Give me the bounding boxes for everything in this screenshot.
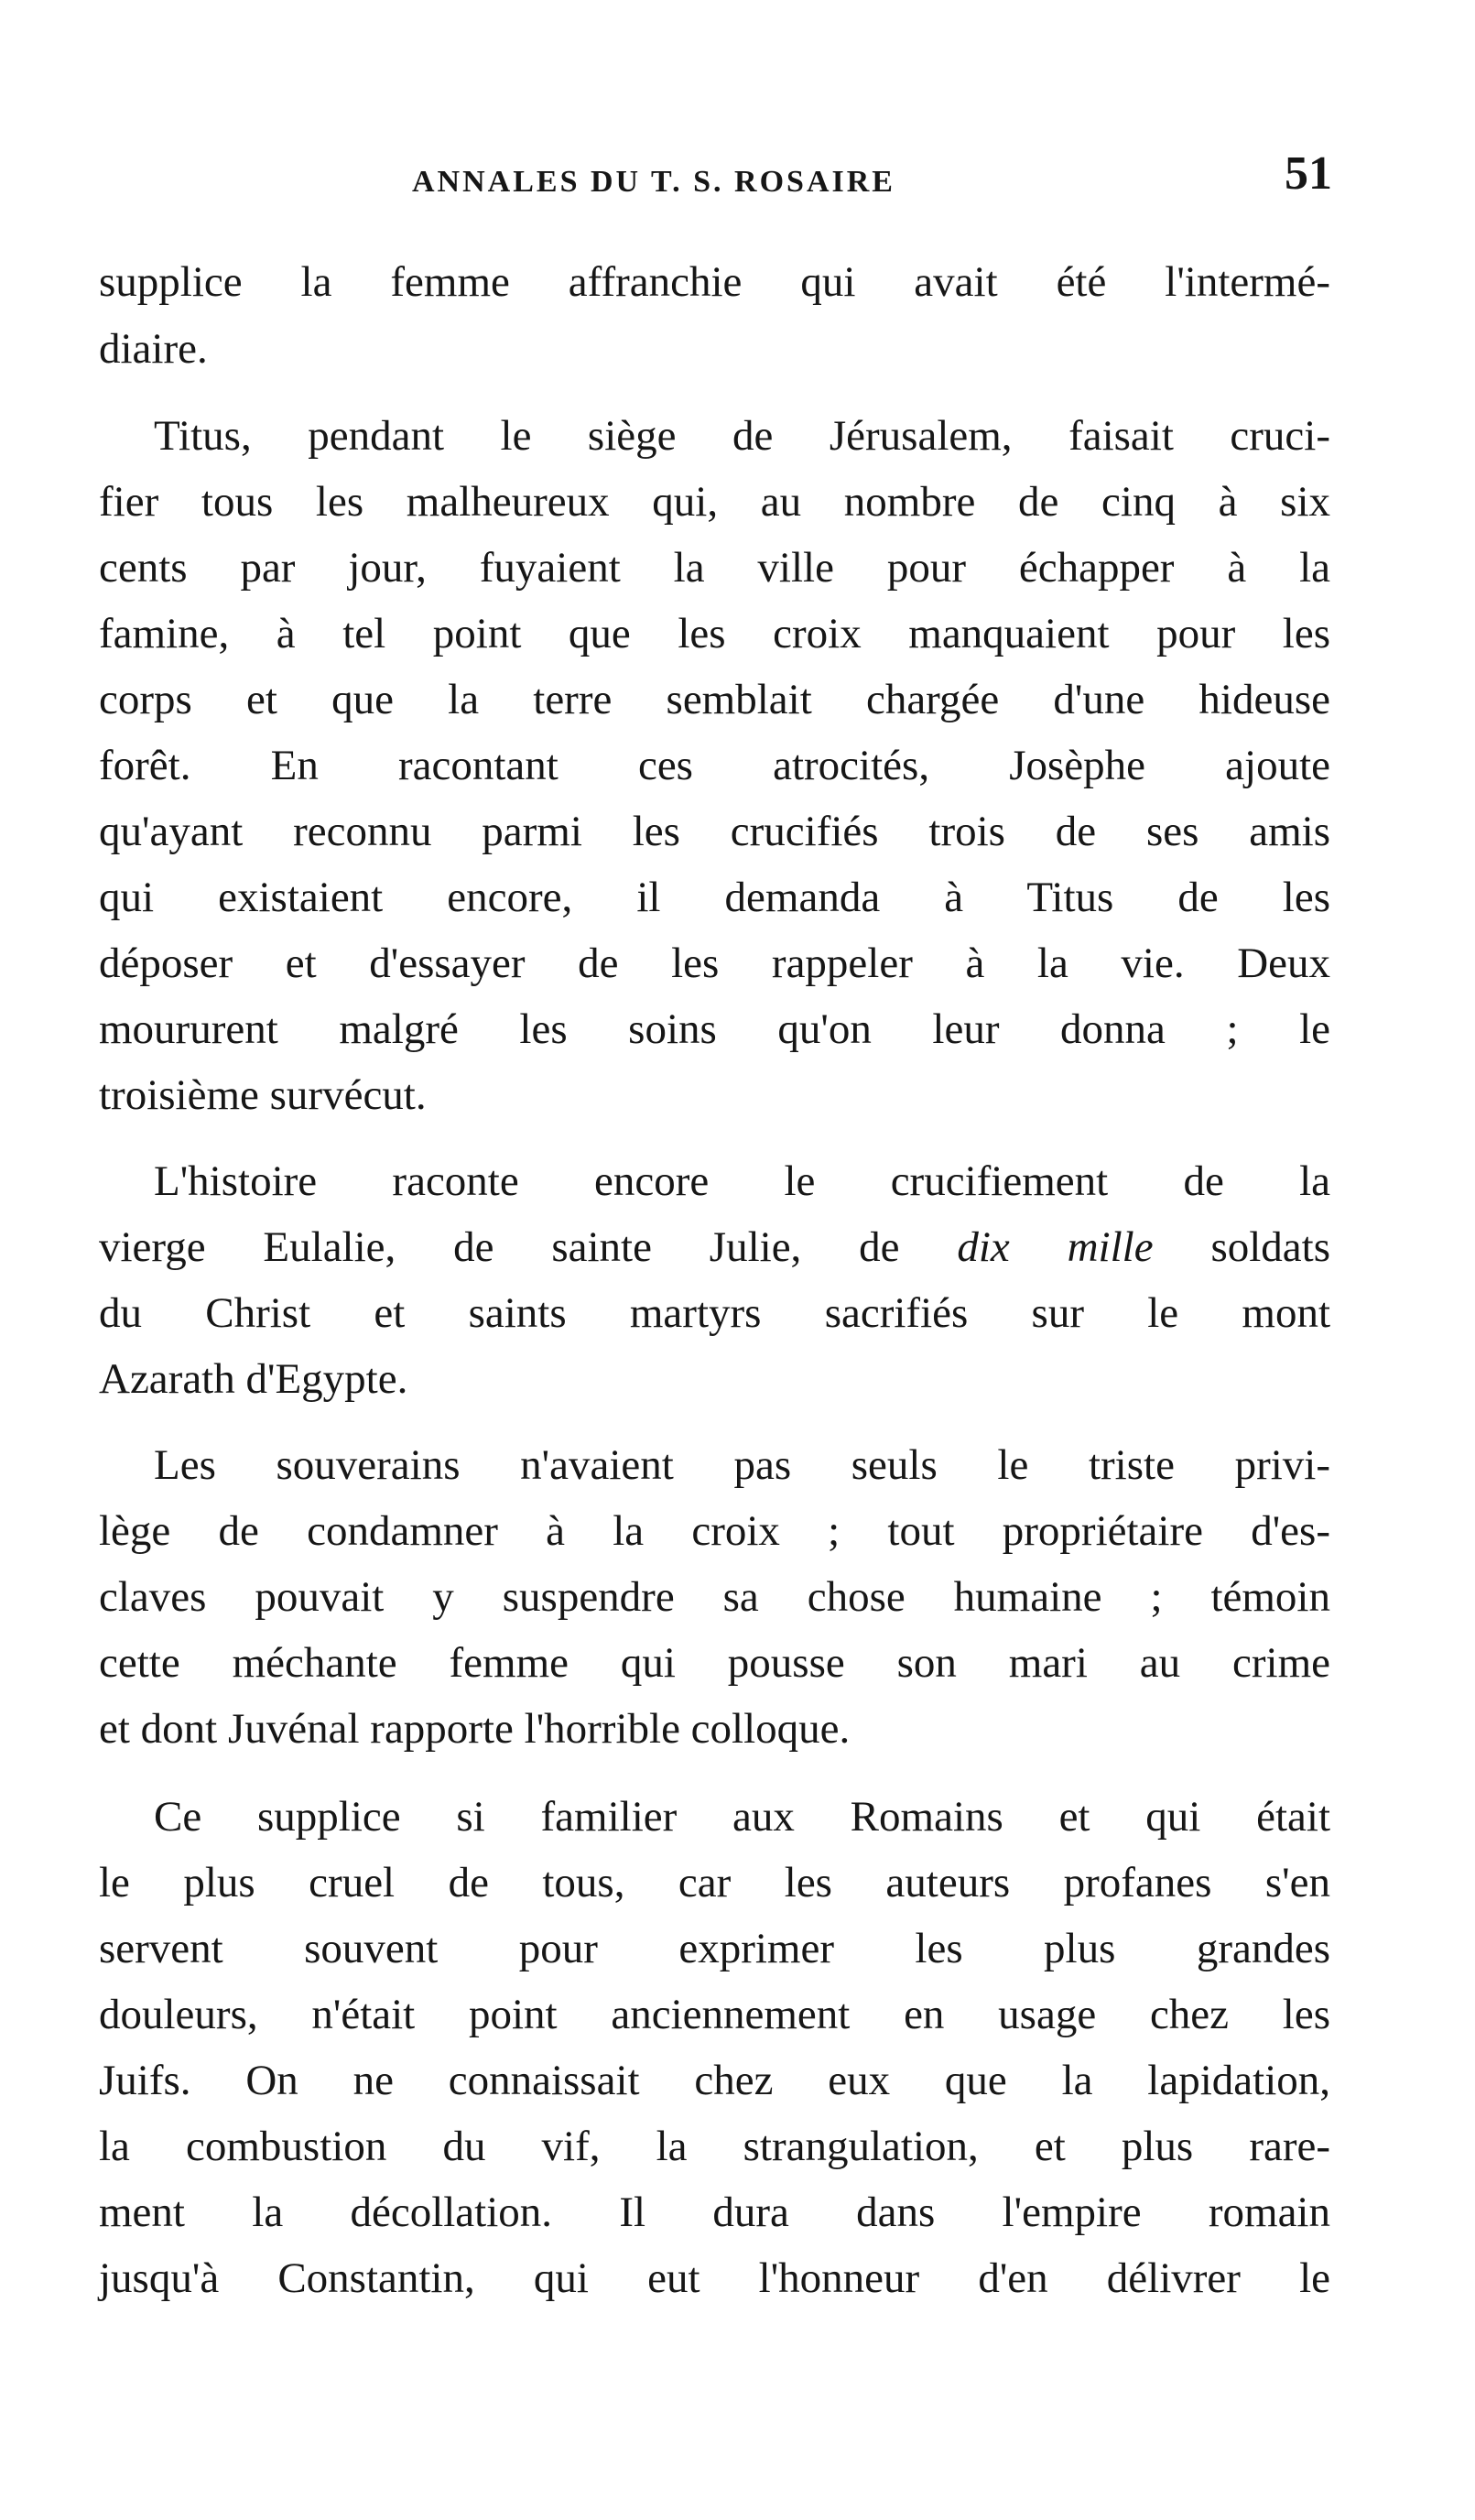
text-line: Titus, pendant le siège de Jérusalem, faisait cruci- bbox=[154, 412, 1330, 460]
text-line: le plus cruel de tous, car les auteurs profanes s'en bbox=[99, 1859, 1330, 1906]
text-line: supplice la femme affranchie qui avait été l'intermé- bbox=[99, 258, 1330, 306]
text-line: L'histoire raconte encore le crucifiement de la bbox=[154, 1157, 1330, 1205]
text-line: lège de condamner à la croix ; tout propriétaire d'es- bbox=[99, 1507, 1330, 1555]
text-line: moururent malgré les soins qu'on leur donna ; le bbox=[99, 1005, 1330, 1053]
text-line: Azarath d'Egypte. bbox=[99, 1355, 408, 1403]
text-line: claves pouvait y suspendre sa chose humaine ; témoin bbox=[99, 1573, 1330, 1621]
text-line: qui existaient encore, il demanda à Titus de les bbox=[99, 874, 1330, 921]
text-line: ment la décollation. Il dura dans l'empire romain bbox=[99, 2189, 1330, 2236]
text-line: qu'ayant reconnu parmi les crucifiés trois de ses amis bbox=[99, 808, 1330, 855]
text-line: douleurs, n'était point anciennement en usage chez les bbox=[99, 1991, 1330, 2038]
text-line: cents par jour, fuyaient la ville pour échapper à la bbox=[99, 544, 1330, 592]
text-line: Ce supplice si familier aux Romains et qui était bbox=[154, 1793, 1330, 1841]
text-line: corps et que la terre semblait chargée d'une hideuse bbox=[99, 676, 1330, 723]
text-line: cette méchante femme qui pousse son mari au crime bbox=[99, 1639, 1330, 1687]
text-line: du Christ et saints martyrs sacrifiés sur le mont bbox=[99, 1289, 1330, 1337]
text-line: servent souvent pour exprimer les plus grandes bbox=[99, 1925, 1330, 1972]
text-line: forêt. En racontant ces atrocités, Josèphe ajoute bbox=[99, 742, 1330, 789]
text-line: et dont Juvénal rapporte l'horrible colloque. bbox=[99, 1705, 851, 1753]
text-line: troisième survécut. bbox=[99, 1071, 427, 1119]
text-line: fier tous les malheureux qui, au nombre de cinq à six bbox=[99, 478, 1330, 526]
text-line: famine, à tel point que les croix manquaient pour les bbox=[99, 610, 1330, 657]
text-line: Juifs. On ne connaissait chez eux que la lapidation, bbox=[99, 2057, 1330, 2104]
text-line: diaire. bbox=[99, 325, 208, 373]
page-number: 51 bbox=[1285, 147, 1332, 200]
italic-phrase: dix mille bbox=[957, 1223, 1154, 1271]
text-run: vierge Eulalie, de sainte Julie, de bbox=[99, 1223, 900, 1271]
text-run: soldats bbox=[1210, 1223, 1331, 1271]
text-line: la combustion du vif, la strangulation, et plus rare- bbox=[99, 2123, 1330, 2170]
text-line: déposer et d'essayer de les rappeler à la vie. Deux bbox=[99, 940, 1330, 987]
text-line: Les souverains n'avaient pas seuls le triste privi- bbox=[154, 1441, 1330, 1489]
text-line bbox=[99, 1222, 1330, 1273]
text-line: jusqu'à Constantin, qui eut l'honneur d'en délivrer le bbox=[99, 2254, 1330, 2302]
running-title: ANNALES DU T. S. ROSAIRE bbox=[412, 165, 895, 199]
